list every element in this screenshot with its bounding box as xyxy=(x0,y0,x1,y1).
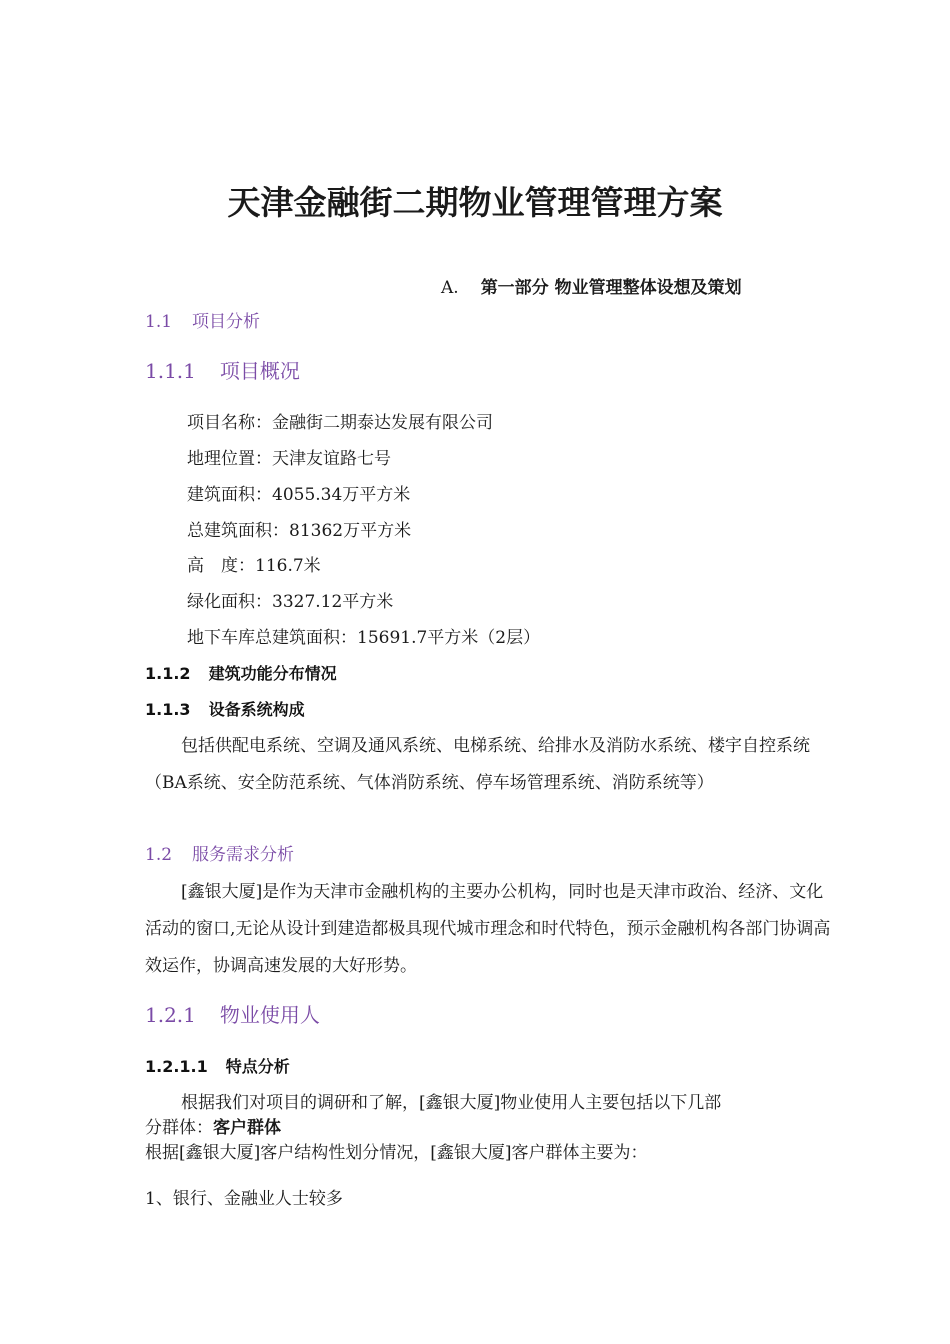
section-1-1-heading xyxy=(145,310,260,334)
section-number: 1.2.1 xyxy=(145,1003,196,1027)
info-building-area: 建筑面积：4055.34万平方米 xyxy=(187,485,411,505)
section-1-1-3-heading xyxy=(145,698,305,722)
section-number: 1.1 xyxy=(145,312,173,332)
info-location: 地理位置：天津友谊路七号 xyxy=(187,449,391,469)
section-1-1-2-heading xyxy=(145,662,337,686)
customer-group-label: 客户群体 xyxy=(213,1118,281,1138)
analysis-lead-text: 分群体： xyxy=(145,1118,213,1138)
section-text: 设备系统构成 xyxy=(208,700,305,719)
analysis-line-3: 根据[鑫银大厦]客户结构性划分情况，[鑫银大厦]客户群体主要为： xyxy=(145,1143,648,1163)
section-number: 1.1.3 xyxy=(145,700,191,719)
section-text: 建筑功能分布情况 xyxy=(208,664,337,683)
part-text: 第一部分 物业管理整体设想及策划 xyxy=(480,278,742,298)
analysis-line-1: 根据我们对项目的调研和了解，[鑫银大厦]物业使用人主要包括以下几部 xyxy=(181,1093,722,1113)
info-total-area: 总建筑面积：81362万平方米 xyxy=(187,521,412,541)
info-height: 高 度：116.7米 xyxy=(187,556,321,576)
section-1-2-1-heading xyxy=(145,1001,320,1029)
section-1-2-heading xyxy=(145,843,294,867)
section-text: 项目概况 xyxy=(219,359,300,383)
section-text: 特点分析 xyxy=(225,1057,290,1076)
part-number: A. xyxy=(441,278,459,298)
section-1-1-1-heading xyxy=(145,357,300,385)
section-text: 物业使用人 xyxy=(219,1003,320,1027)
info-project-name: 项目名称：金融街二期泰达发展有限公司 xyxy=(187,413,493,433)
demand-paragraph xyxy=(145,874,835,985)
section-number: 1.1.2 xyxy=(145,664,191,683)
section-text: 服务需求分析 xyxy=(192,845,295,865)
section-text: 项目分析 xyxy=(192,312,261,332)
list-item-1: 1、银行、金融业人士较多 xyxy=(145,1189,343,1209)
section-number: 1.2 xyxy=(145,845,173,865)
analysis-line-2 xyxy=(145,1115,281,1141)
paragraph-text: [鑫银大厦]是作为天津市金融机构的主要办公机构，同时也是天津市政治、经济、文化活动的窗口,无论从设计到建造都极具现代城市理念和时代特色，预示金融机构各部门协调高效运作，协调高速发展的大好形势。 xyxy=(145,882,831,976)
section-number: 1.1.1 xyxy=(145,359,196,383)
page-title: 天津金融街二期物业管理管理方案 xyxy=(227,183,723,222)
section-1-2-1-1-heading xyxy=(145,1055,290,1079)
info-green-area: 绿化面积：3327.12平方米 xyxy=(187,592,394,612)
section-number: 1.2.1.1 xyxy=(145,1057,208,1076)
part-heading xyxy=(441,276,742,300)
equipment-paragraph xyxy=(145,728,835,802)
paragraph-text: 包括供配电系统、空调及通风系统、电梯系统、给排水及消防水系统、楼宇自控系统（BA系统、安全防范系统、气体消防系统、停车场管理系统、消防系统等） xyxy=(145,736,810,793)
info-garage-area: 地下车库总建筑面积：15691.7平方米（2层） xyxy=(187,628,541,648)
